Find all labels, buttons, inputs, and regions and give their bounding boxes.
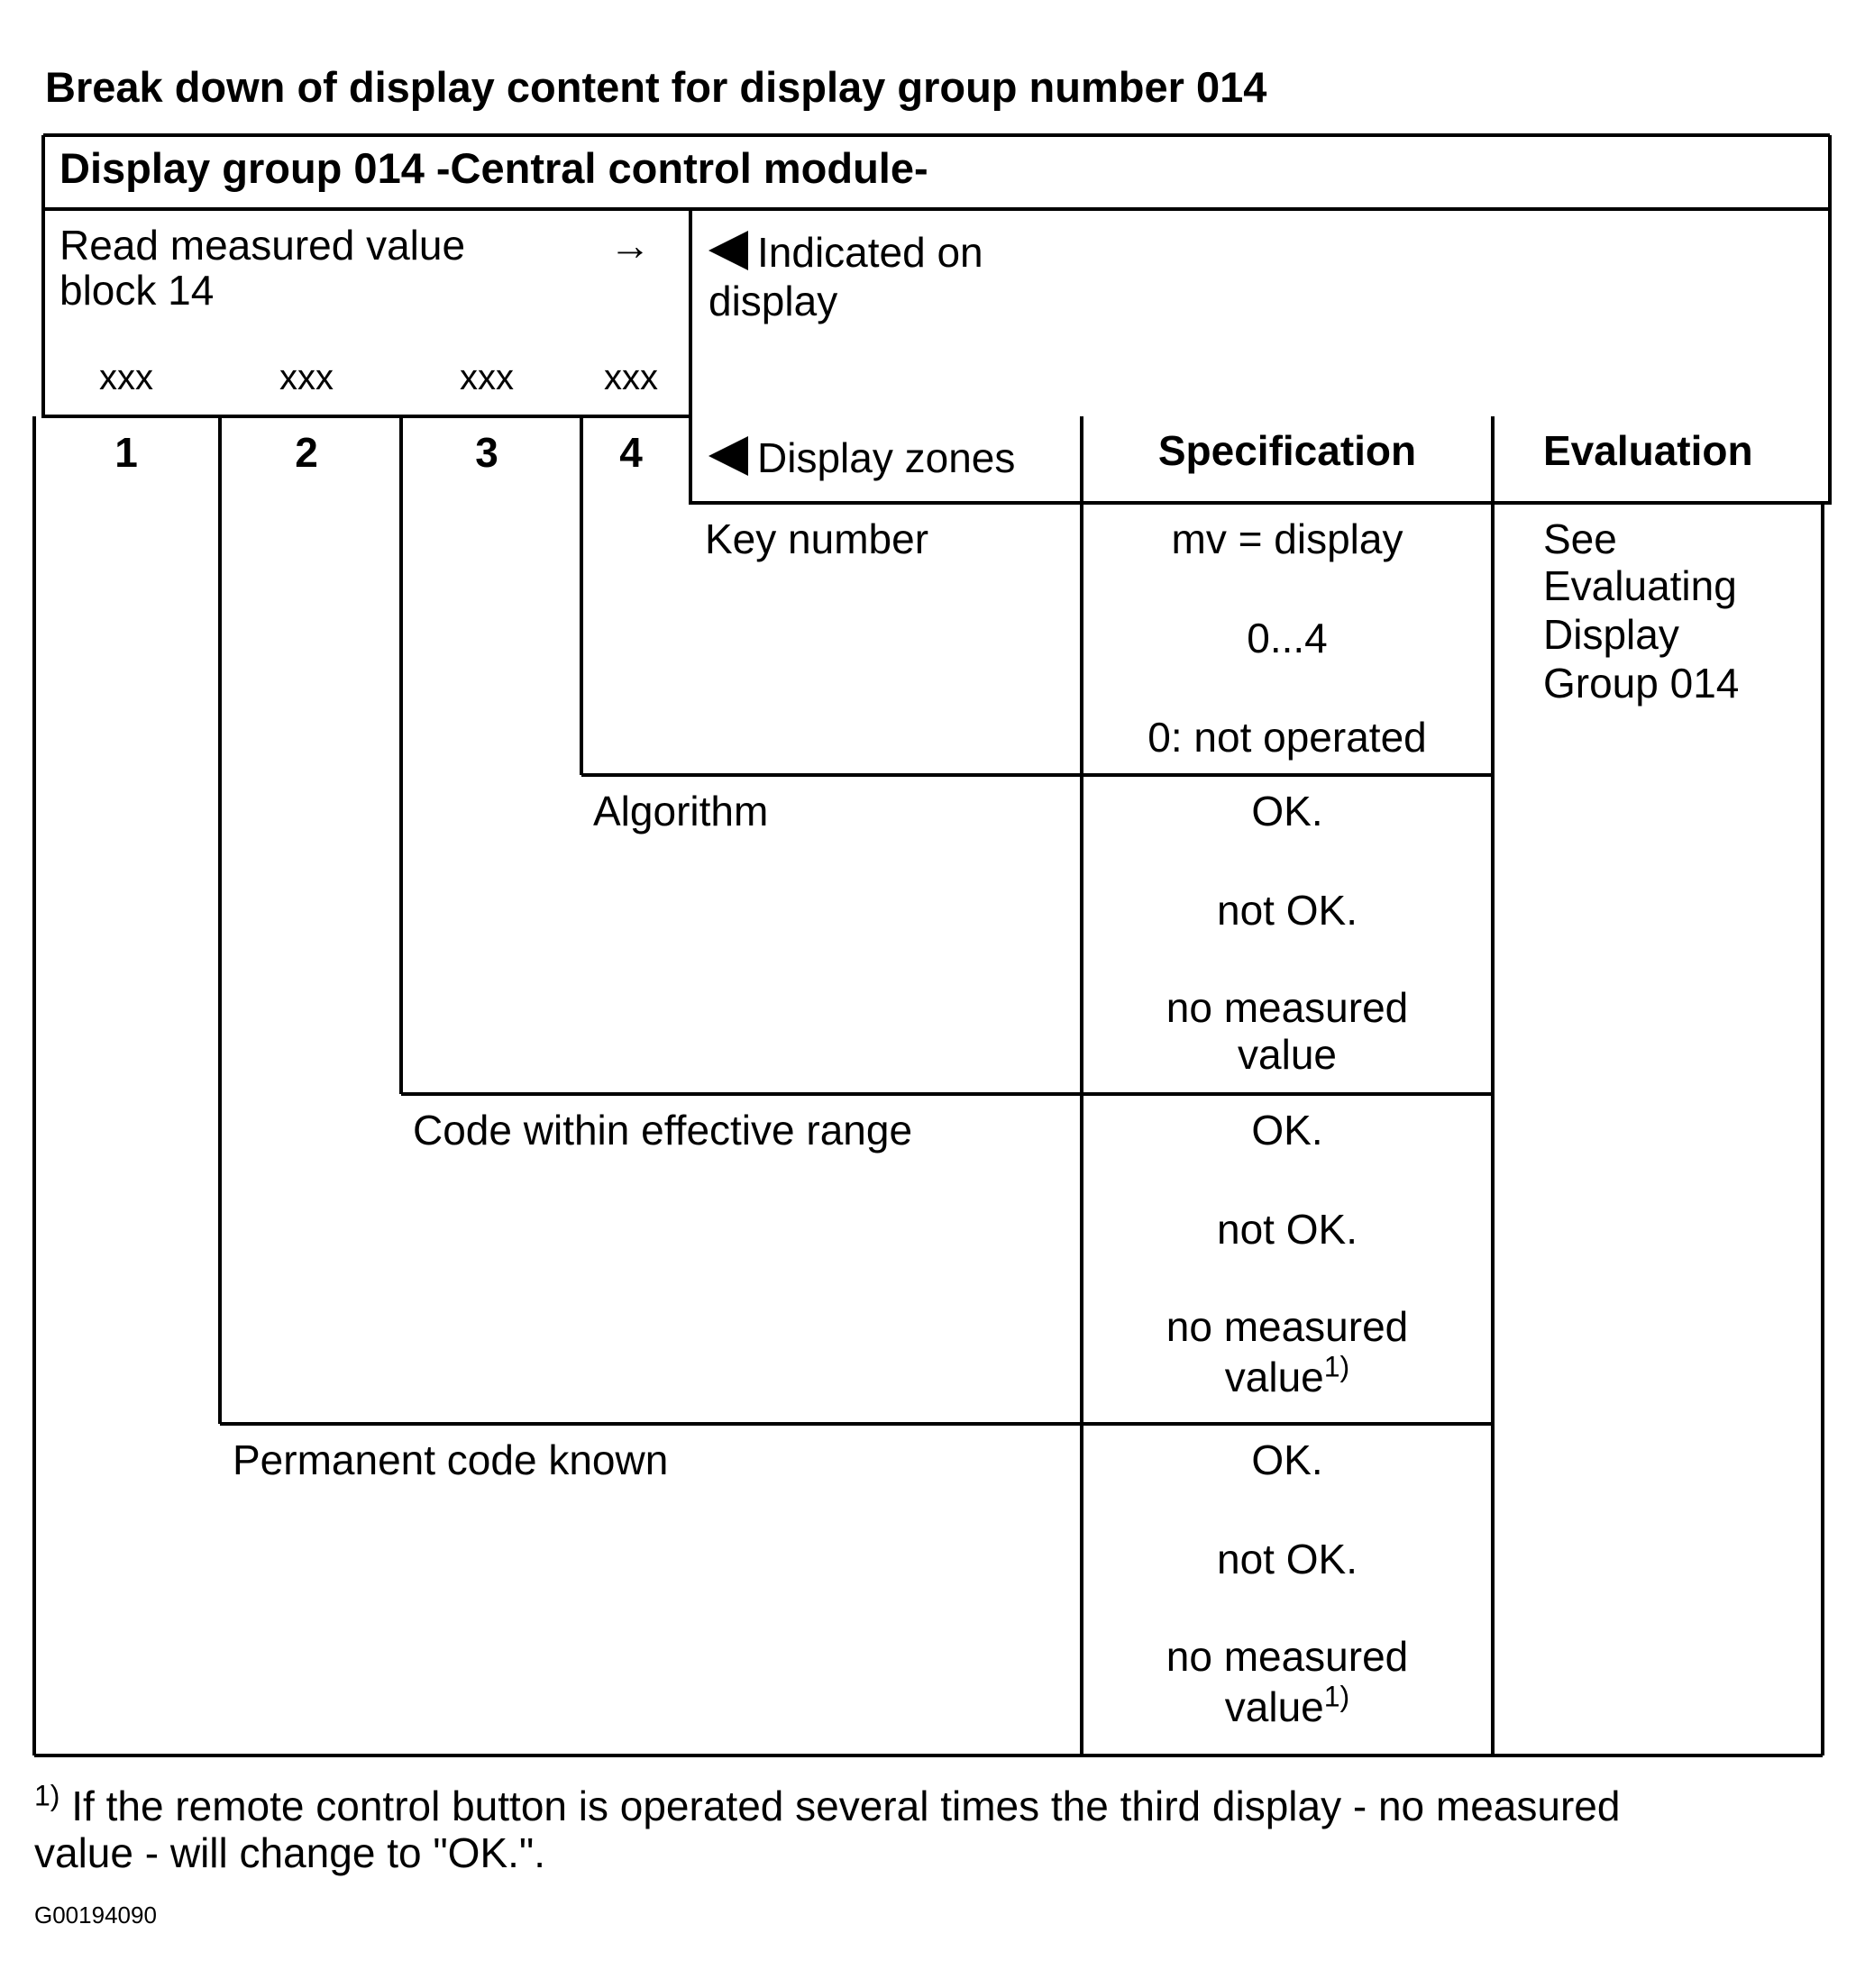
- spec-key-number-2: 0...4: [1247, 615, 1328, 661]
- indicated-line1: Indicated on: [709, 231, 983, 274]
- row-permanent-code-label: Permanent code known: [233, 1436, 669, 1483]
- read-block-line2: block 14: [59, 267, 215, 314]
- placeholder-4: xxx: [604, 358, 658, 397]
- spec-permanent-code-2: not OK.: [1217, 1536, 1358, 1582]
- zone-number-4: 4: [619, 429, 643, 476]
- display-zones-header: Display zones: [709, 436, 1015, 479]
- row-algorithm-label: Algorithm: [593, 788, 769, 834]
- evaluation-line3: Display: [1543, 611, 1679, 658]
- evaluation-line4: Group 014: [1543, 660, 1740, 707]
- group-header: Display group 014 -Central control module-: [59, 144, 928, 192]
- placeholder-2: xxx: [279, 358, 334, 397]
- indicated-line2: display: [709, 278, 838, 324]
- evaluation-header: Evaluation: [1543, 427, 1753, 474]
- right-arrow-icon: →: [609, 222, 651, 269]
- zone-number-1: 1: [114, 429, 138, 476]
- spec-algorithm-3: no measured: [1166, 984, 1409, 1031]
- spec-code-range-4: value$^{1)}$: [1224, 1350, 1350, 1400]
- spec-permanent-code-3: no measured: [1166, 1633, 1409, 1680]
- spec-code-range-1: OK.: [1251, 1107, 1323, 1154]
- row-key-number-label: Key number: [705, 515, 929, 562]
- evaluation-line1: See: [1543, 515, 1617, 562]
- left-triangle-icon: [709, 231, 748, 270]
- placeholder-3: xxx: [460, 358, 514, 397]
- spec-permanent-code-4: value$^{1)}$: [1224, 1680, 1350, 1730]
- placeholder-1: xxx: [99, 358, 153, 397]
- spec-permanent-code-1: OK.: [1251, 1436, 1323, 1483]
- spec-algorithm-4: value: [1238, 1031, 1337, 1078]
- specification-header: Specification: [1157, 427, 1417, 474]
- figure-id: G00194090: [34, 1901, 157, 1929]
- footnote-line2: value - will change to "OK.".: [34, 1829, 546, 1876]
- left-triangle-icon: [709, 436, 748, 476]
- footnote-mark: 1): [34, 1779, 60, 1812]
- footnote-line1: $^{1)}$ If the remote control button is operated several times the third display - no measured: [34, 1779, 1621, 1829]
- footnote-marker: 1): [1323, 1350, 1350, 1383]
- zone-number-3: 3: [475, 429, 498, 476]
- row-code-range-label: Code within effective range: [413, 1107, 913, 1154]
- spec-algorithm-1: OK.: [1251, 788, 1323, 834]
- read-block-line1: Read measured value: [59, 222, 466, 269]
- spec-algorithm-2: not OK.: [1217, 887, 1358, 934]
- spec-code-range-2: not OK.: [1217, 1206, 1358, 1253]
- spec-code-range-3: no measured: [1166, 1303, 1409, 1350]
- spec-key-number-3: 0: not operated: [1147, 714, 1427, 761]
- footnote-marker: 1): [1323, 1680, 1350, 1713]
- spec-key-number-1: mv = display: [1171, 515, 1403, 562]
- zone-number-2: 2: [295, 429, 318, 476]
- page-title: Break down of display content for display group number 014: [45, 63, 1267, 111]
- evaluation-line2: Evaluating: [1543, 562, 1737, 609]
